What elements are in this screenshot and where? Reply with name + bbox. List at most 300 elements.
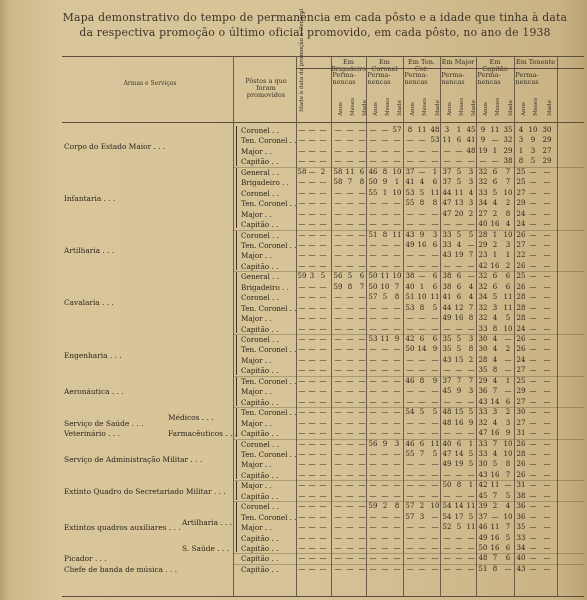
arm-8: Farmacêuticos . . .: [168, 429, 238, 439]
cell-15-13: 6: [456, 282, 462, 291]
cell-23-18: 27: [516, 366, 526, 375]
cell-32-8: —: [393, 460, 401, 469]
arm-16: Chefe de banda de música . . .: [64, 564, 178, 574]
cell-33-7: —: [381, 470, 389, 479]
cell-22-8: —: [393, 355, 401, 364]
posto-36: Coronel . .: [241, 502, 279, 512]
cell-0-0: —: [298, 126, 306, 134]
cell-42-10: —: [418, 564, 426, 573]
cell-31-7: —: [381, 449, 389, 458]
cell-2-4: —: [346, 146, 354, 155]
cell-14-20: —: [543, 272, 551, 281]
cell-6-3: —: [334, 188, 342, 197]
cell-15-0: —: [298, 282, 306, 291]
cell-31-17: 10: [503, 449, 513, 458]
cell-28-17: 3: [505, 418, 511, 427]
cell-13-12: —: [443, 261, 451, 270]
cell-11-12: 33: [442, 240, 452, 249]
cell-9-10: —: [418, 220, 426, 229]
cell-32-18: 26: [516, 460, 526, 469]
cell-17-2: —: [319, 303, 327, 312]
title-line-1: Mapa demonstrativo do tempo de permanência em cada pôsto e a idade que tinha à data: [62, 11, 568, 24]
cell-5-0: —: [298, 178, 306, 187]
cell-14-1: 3: [309, 272, 315, 281]
subheader-1: Meses: [350, 97, 356, 116]
cell-8-0: —: [298, 209, 306, 218]
cell-34-11: —: [431, 481, 439, 490]
cell-5-11: 6: [432, 178, 438, 187]
cell-3-5: —: [358, 157, 366, 166]
cell-7-14: 3: [468, 199, 474, 208]
cell-18-2: —: [319, 314, 327, 323]
cell-11-20: —: [543, 240, 551, 249]
cell-33-18: 26: [516, 470, 526, 479]
cell-9-1: —: [308, 220, 316, 229]
cell-35-2: —: [319, 491, 327, 500]
cell-0-2: —: [319, 126, 327, 134]
cell-16-14: 4: [468, 293, 474, 302]
cell-10-4: —: [346, 230, 354, 239]
cell-42-6: —: [369, 564, 377, 573]
brace-5: [236, 377, 241, 406]
cell-14-7: 11: [380, 272, 390, 281]
cell-33-14: —: [467, 470, 475, 479]
arm-9: Veterinário . . .: [64, 429, 120, 439]
cell-25-8: —: [393, 387, 401, 396]
cell-34-16: 11: [490, 481, 500, 490]
cell-40-3: —: [334, 544, 342, 552]
posto-18: Major . .: [241, 314, 272, 324]
cell-6-6: 55: [368, 188, 378, 197]
cell-10-17: 10: [503, 230, 513, 239]
cell-28-3: —: [334, 418, 342, 427]
cell-41-19: —: [529, 554, 537, 563]
cell-4-14: 3: [468, 167, 474, 176]
cell-3-3: —: [334, 157, 342, 166]
cell-34-6: —: [369, 481, 377, 490]
cell-12-5: —: [358, 251, 366, 260]
cell-36-0: —: [298, 502, 306, 511]
header-top-rule: [62, 56, 584, 57]
cell-26-12: —: [443, 397, 451, 406]
group-header-3: Em Major: [441, 58, 475, 66]
cell-6-1: —: [308, 188, 316, 197]
cell-35-3: —: [334, 491, 342, 500]
cell-21-18: 26: [516, 345, 526, 354]
cell-40-7: —: [381, 544, 389, 552]
cell-3-17: 38: [503, 157, 513, 166]
cell-27-2: —: [319, 408, 327, 417]
cell-13-3: —: [334, 261, 342, 270]
group-separator-1: [233, 230, 584, 231]
cell-9-5: —: [358, 220, 366, 229]
cell-34-19: —: [529, 481, 537, 490]
cell-25-11: —: [431, 387, 439, 396]
subheader-6: Anos: [410, 102, 416, 116]
cell-38-9: —: [406, 523, 414, 532]
cell-3-0: —: [298, 157, 306, 166]
cell-0-20: 30: [542, 126, 552, 134]
cell-1-17: 32: [503, 136, 513, 145]
cell-39-6: —: [369, 533, 377, 542]
cell-21-4: —: [346, 345, 354, 354]
cell-39-5: —: [358, 533, 366, 542]
cell-21-3: —: [334, 345, 342, 354]
cell-13-11: —: [431, 261, 439, 270]
cell-4-19: —: [529, 167, 537, 176]
cell-9-2: —: [319, 220, 327, 229]
cell-6-13: 11: [454, 188, 464, 197]
cell-31-8: —: [393, 449, 401, 458]
cell-8-17: 8: [505, 209, 511, 218]
cell-32-6: —: [369, 460, 377, 469]
subheader-15: Anos: [521, 102, 527, 116]
perm-header-1: Perma-nencas: [367, 71, 391, 86]
brace-6: [236, 408, 241, 437]
cell-19-10: —: [418, 324, 426, 333]
cell-14-14: —: [467, 272, 475, 281]
cell-24-15: 29: [478, 376, 488, 385]
cell-21-8: —: [393, 345, 401, 354]
cell-5-6: 50: [368, 178, 378, 187]
cell-2-19: 3: [530, 146, 536, 155]
cell-36-15: 39: [478, 502, 488, 511]
cell-32-15: 30: [478, 460, 488, 469]
cell-36-5: —: [358, 502, 366, 511]
cell-41-14: —: [467, 554, 475, 563]
cell-29-4: —: [346, 429, 354, 438]
cell-42-4: —: [346, 564, 354, 573]
cell-18-10: —: [418, 314, 426, 323]
cell-35-19: —: [529, 491, 537, 500]
cell-8-19: —: [529, 209, 537, 218]
cell-30-18: 26: [516, 439, 526, 448]
cell-5-14: 3: [468, 178, 474, 187]
cell-11-10: 16: [417, 240, 427, 249]
brace-2: [236, 231, 241, 271]
cell-18-0: —: [298, 314, 306, 323]
cell-32-12: 49: [442, 460, 452, 469]
cell-42-8: —: [393, 564, 401, 573]
cell-29-11: —: [431, 429, 439, 438]
cell-20-18: 26: [516, 335, 526, 343]
group-separator-9: [233, 553, 584, 554]
cell-36-11: 10: [430, 502, 440, 511]
cell-6-5: —: [358, 188, 366, 197]
cell-39-15: 49: [478, 533, 488, 542]
cell-28-7: —: [381, 418, 389, 427]
cell-37-1: —: [308, 512, 316, 521]
cell-0-13: 1: [456, 126, 462, 134]
cell-19-1: —: [308, 324, 316, 333]
posto-17: Ten. Coronel . .: [241, 303, 297, 313]
cell-0-8: 57: [392, 126, 402, 134]
cell-39-0: —: [298, 533, 306, 542]
subheader-9: Anos: [447, 102, 453, 116]
cell-17-9: 53: [405, 303, 415, 312]
cell-15-6: 50: [368, 282, 378, 291]
group-separator-3: [233, 334, 584, 335]
cell-27-4: —: [346, 408, 354, 417]
cell-38-4: —: [346, 523, 354, 532]
cell-30-2: —: [319, 439, 327, 448]
cell-2-3: —: [334, 146, 342, 155]
cell-40-14: —: [467, 544, 475, 552]
cell-9-14: —: [467, 220, 475, 229]
arm-13: Artilharia . . .: [182, 517, 233, 527]
cell-16-17: 11: [503, 293, 513, 302]
cell-41-13: —: [455, 554, 463, 563]
cell-18-16: 4: [492, 314, 498, 323]
cell-36-19: —: [529, 502, 537, 511]
cell-41-16: 7: [492, 554, 498, 563]
cell-29-17: 9: [505, 429, 511, 438]
col-rule-armas: [233, 56, 234, 596]
cell-25-20: —: [543, 387, 551, 396]
cell-41-1: —: [308, 554, 316, 563]
arm-0: Corpo do Estado Maior . . .: [64, 141, 166, 151]
cell-8-18: 24: [516, 209, 526, 218]
cell-7-5: —: [358, 199, 366, 208]
cell-12-6: —: [369, 251, 377, 260]
subheader-2: Idade: [362, 99, 368, 116]
cell-28-12: 48: [442, 418, 452, 427]
cell-28-19: —: [529, 418, 537, 427]
cell-2-1: —: [308, 146, 316, 155]
arm-7: Médicos . . .: [168, 413, 214, 423]
cell-38-13: 5: [456, 523, 462, 532]
cell-17-0: —: [298, 303, 306, 312]
cell-21-6: —: [369, 345, 377, 354]
cell-1-9: —: [406, 136, 414, 145]
cell-28-13: 16: [454, 418, 464, 427]
cell-42-19: —: [529, 564, 537, 573]
cell-11-1: —: [308, 240, 316, 249]
cell-30-3: —: [334, 439, 342, 448]
cell-20-1: —: [308, 335, 316, 343]
cell-17-6: —: [369, 303, 377, 312]
group-separator-0: [233, 167, 584, 168]
cell-41-0: —: [298, 554, 306, 563]
cell-19-13: —: [455, 324, 463, 333]
cell-3-19: 5: [530, 157, 536, 166]
cell-16-19: —: [529, 293, 537, 302]
cell-9-18: 24: [516, 220, 526, 229]
cell-5-5: 8: [359, 178, 365, 187]
cell-37-12: 54: [442, 512, 452, 521]
cell-10-14: 5: [468, 230, 474, 239]
perm-header-5: Perma-nencas: [515, 71, 539, 86]
cell-20-15: 30: [478, 335, 488, 343]
brace-8: [236, 481, 241, 500]
cell-22-10: —: [418, 355, 426, 364]
cell-1-16: —: [491, 136, 499, 145]
cell-6-17: 10: [503, 188, 513, 197]
cell-11-7: —: [381, 240, 389, 249]
cell-28-0: —: [298, 418, 306, 427]
cell-38-7: —: [381, 523, 389, 532]
header-postos: Pôstos a que foram promovidos: [245, 77, 287, 99]
cell-0-3: —: [334, 126, 342, 134]
cell-26-11: —: [431, 397, 439, 406]
cell-9-3: —: [334, 220, 342, 229]
cell-9-20: —: [543, 220, 551, 229]
cell-15-1: —: [308, 282, 316, 291]
cell-24-11: 9: [432, 376, 438, 385]
cell-34-18: 31: [516, 481, 526, 490]
cell-1-0: —: [298, 136, 306, 145]
cell-10-2: —: [319, 230, 327, 239]
cell-7-7: —: [381, 199, 389, 208]
cell-4-13: 5: [456, 167, 462, 176]
cell-42-18: 43: [516, 564, 526, 573]
cell-25-0: —: [298, 387, 306, 396]
cell-14-13: 6: [456, 272, 462, 281]
cell-29-18: 31: [516, 429, 526, 438]
cell-12-14: 7: [468, 251, 474, 260]
cell-33-2: —: [319, 470, 327, 479]
cell-37-7: —: [381, 512, 389, 521]
cell-20-11: 6: [432, 335, 438, 343]
cell-28-20: —: [543, 418, 551, 427]
cell-33-4: —: [346, 470, 354, 479]
cell-12-10: —: [418, 251, 426, 260]
cell-33-19: —: [529, 470, 537, 479]
group-separator-2: [233, 271, 584, 272]
cell-32-19: —: [529, 460, 537, 469]
cell-26-6: —: [369, 397, 377, 406]
cell-29-6: —: [369, 429, 377, 438]
cell-15-9: 40: [405, 282, 415, 291]
cell-9-15: 40: [478, 220, 488, 229]
cell-26-16: 14: [490, 397, 500, 406]
cell-11-14: —: [467, 240, 475, 249]
cell-13-17: 2: [505, 261, 511, 270]
cell-0-6: —: [369, 126, 377, 134]
cell-22-1: —: [308, 355, 316, 364]
cell-7-20: —: [543, 199, 551, 208]
cell-39-13: —: [455, 533, 463, 542]
cell-15-2: —: [319, 282, 327, 291]
cell-24-14: 7: [468, 376, 474, 385]
cell-35-9: —: [406, 491, 414, 500]
cell-18-12: 49: [442, 314, 452, 323]
cell-40-17: 6: [505, 544, 511, 552]
cell-4-0: 58: [297, 167, 307, 176]
cell-23-8: —: [393, 366, 401, 375]
cell-42-7: —: [381, 564, 389, 573]
cell-36-7: 2: [382, 502, 388, 511]
cell-3-11: —: [431, 157, 439, 166]
arm-5: Aeronáutica . . .: [64, 387, 124, 397]
cell-42-9: —: [406, 564, 414, 573]
cell-29-12: —: [443, 429, 451, 438]
cell-12-13: 19: [454, 251, 464, 260]
cell-0-19: 10: [528, 126, 538, 134]
cell-32-17: 8: [505, 460, 511, 469]
cell-31-1: —: [308, 449, 316, 458]
group-separator-8: [233, 501, 584, 502]
cell-25-5: —: [358, 387, 366, 396]
cell-37-8: —: [393, 512, 401, 521]
cell-2-18: 1: [518, 146, 524, 155]
cell-3-13: —: [455, 157, 463, 166]
cell-8-1: —: [308, 209, 316, 218]
cell-31-16: 4: [492, 449, 498, 458]
cell-35-20: —: [543, 491, 551, 500]
cell-28-18: 27: [516, 418, 526, 427]
group-separator-4: [233, 376, 584, 377]
cell-14-3: 56: [333, 272, 343, 281]
cell-4-10: —: [418, 167, 426, 176]
cell-12-4: —: [346, 251, 354, 260]
cell-4-11: 1: [432, 167, 438, 176]
cell-11-3: —: [334, 240, 342, 249]
cell-13-16: 16: [490, 261, 500, 270]
cell-14-19: —: [529, 272, 537, 281]
header-idade-promocao: Idade à data da promoção a General: [299, 8, 305, 112]
cell-6-15: 33: [478, 188, 488, 197]
cell-10-7: 8: [382, 230, 388, 239]
cell-1-11: 53: [430, 136, 440, 145]
posto-11: Ten. Coronel . .: [241, 240, 297, 250]
cell-24-0: —: [298, 376, 306, 385]
cell-22-3: —: [334, 355, 342, 364]
cell-5-17: 7: [505, 178, 511, 187]
cell-21-16: 4: [492, 345, 498, 354]
cell-32-1: —: [308, 460, 316, 469]
cell-27-14: 5: [468, 408, 474, 417]
cell-21-17: 2: [505, 345, 511, 354]
cell-20-0: —: [298, 335, 306, 343]
posto-39: Capitão . .: [241, 533, 279, 543]
cell-39-7: —: [381, 533, 389, 542]
cell-2-10: —: [418, 146, 426, 155]
subheader-rule: [296, 68, 584, 69]
cell-37-16: —: [491, 512, 499, 521]
cell-31-0: —: [298, 449, 306, 458]
cell-39-10: —: [418, 533, 426, 542]
cell-19-19: —: [529, 324, 537, 333]
cell-23-13: —: [455, 366, 463, 375]
cell-2-7: —: [381, 146, 389, 155]
cell-0-17: 35: [503, 126, 513, 134]
cell-3-18: 8: [518, 157, 524, 166]
cell-26-8: —: [393, 397, 401, 406]
cell-37-15: 37: [478, 512, 488, 521]
cell-16-2: —: [319, 293, 327, 302]
cell-13-15: 42: [478, 261, 488, 270]
cell-38-20: —: [543, 523, 551, 532]
header-bottom-rule: [62, 122, 584, 123]
subheader-14: Idade: [508, 99, 514, 116]
cell-39-12: —: [443, 533, 451, 542]
cell-2-9: —: [406, 146, 414, 155]
cell-20-16: 4: [492, 335, 498, 343]
cell-24-6: —: [369, 376, 377, 385]
cell-17-8: —: [393, 303, 401, 312]
cell-29-13: —: [455, 429, 463, 438]
cell-18-1: —: [308, 314, 316, 323]
cell-40-19: —: [529, 544, 537, 552]
cell-16-16: 5: [492, 293, 498, 302]
cell-8-3: —: [334, 209, 342, 218]
cell-23-11: —: [431, 366, 439, 375]
cell-22-0: —: [298, 355, 306, 364]
cell-4-5: 6: [359, 167, 365, 176]
posto-34: Major . .: [241, 481, 272, 491]
cell-18-4: —: [346, 314, 354, 323]
